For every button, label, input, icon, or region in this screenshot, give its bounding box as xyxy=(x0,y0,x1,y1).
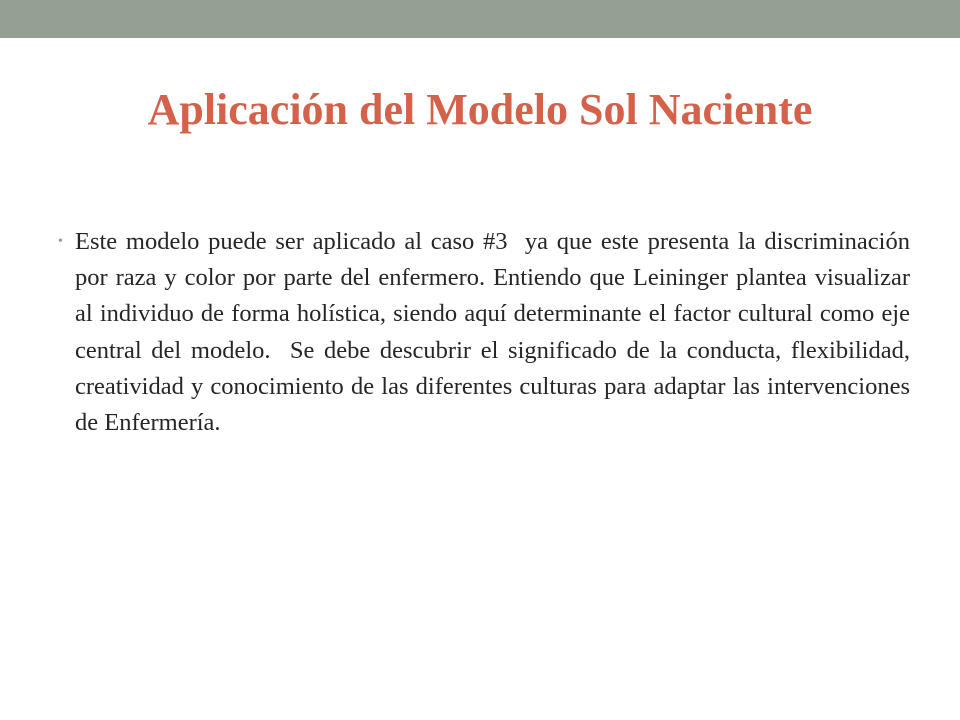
bullet-item xyxy=(58,224,917,441)
slide-body xyxy=(58,224,917,441)
bullet-text: Este modelo puede ser aplicado al caso #3 ya que este presenta la discriminación por raza y color por parte del enfermero. Entiendo que Leininger plantea visualizar al individuo de forma holística, siendo aquí determinante el factor cultural como eje central del modelo. Se debe descubrir el significado de la conducta, flexibilidad, creatividad y conocimiento de las diferentes culturas para adaptar las intervenciones de Enfermería. xyxy=(75,228,917,437)
bullet-icon: • xyxy=(58,234,63,249)
slide-title: Aplicación del Modelo Sol Naciente xyxy=(147,85,813,134)
top-accent-bar xyxy=(0,0,960,38)
